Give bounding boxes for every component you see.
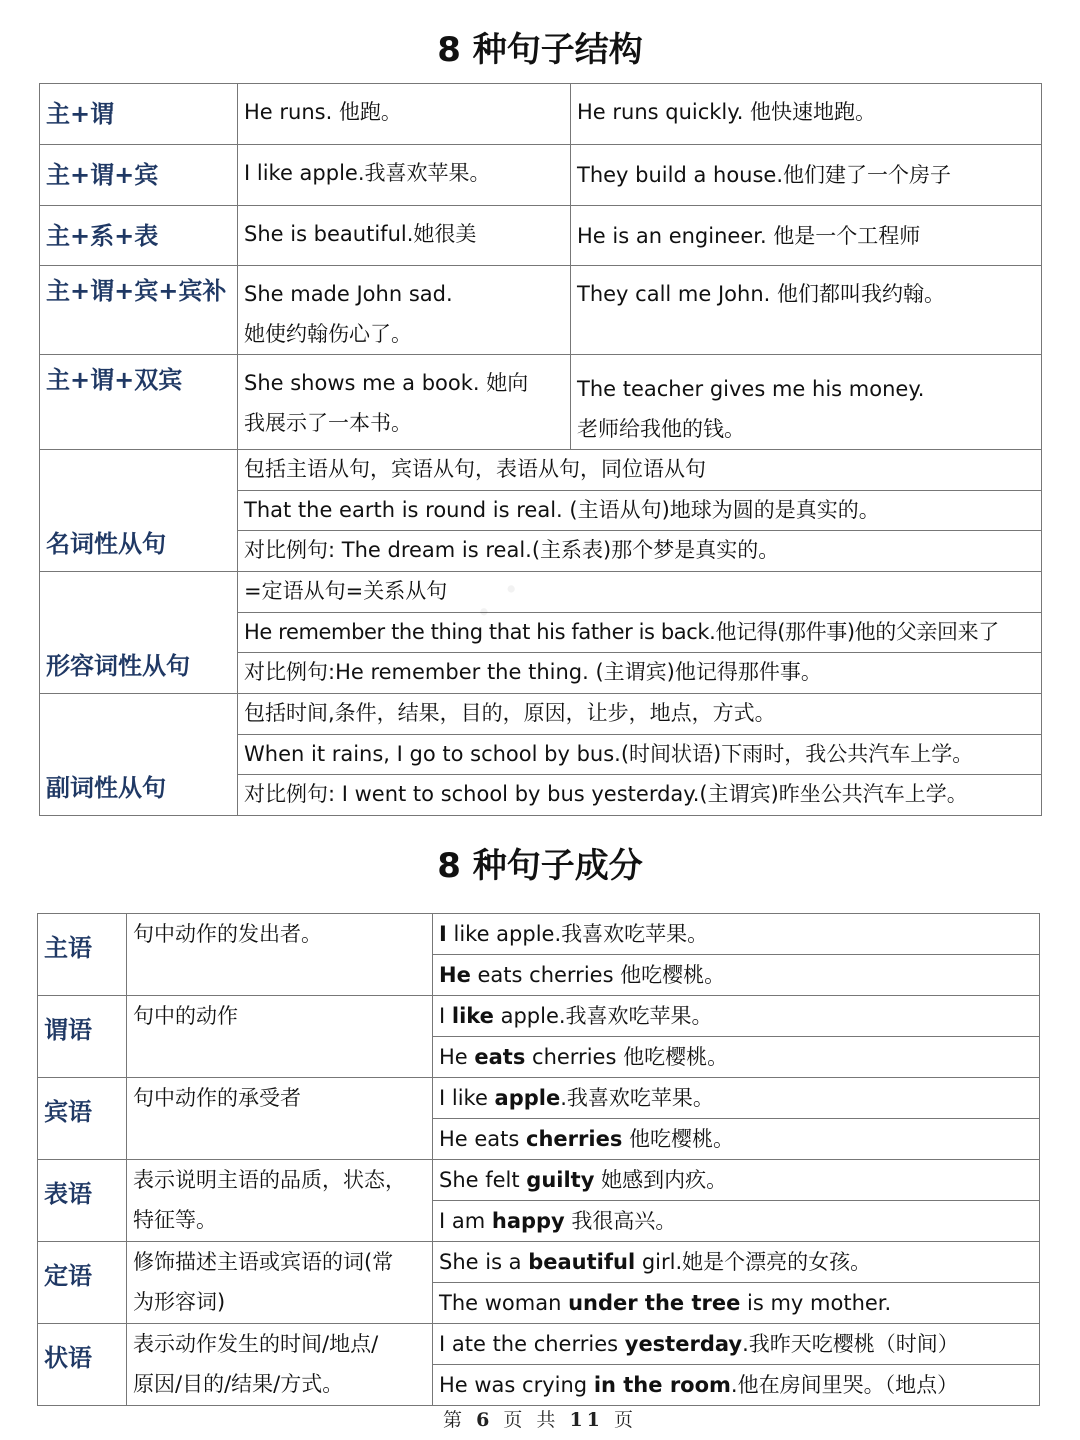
table-row [40,84,1042,145]
component-label: 谓语 [38,996,127,1078]
structure-label: 主+系+表 [40,206,238,266]
description-line: 原因/目的/结果/方式。 [133,1372,344,1396]
example-text: eats cherries 他吃樱桃。 [470,963,726,987]
description-line: 句中的动作 [133,1004,238,1028]
example-text: He was crying [439,1373,594,1397]
example-text: 他吃樱桃。 [622,1127,735,1151]
description-line: 为形容词) [133,1290,226,1314]
component-label: 定语 [38,1242,127,1324]
component-description [127,1078,433,1160]
clause-line: =定语从句=关系从句 [238,572,1042,613]
table-row [40,145,1042,206]
highlighted-word: He [439,963,471,987]
example-sentence [433,1119,1040,1160]
example-text: I ate the cherries [439,1332,625,1356]
table-row [38,914,1040,955]
example-sentence [433,1160,1040,1201]
example-sentence [433,1242,1040,1283]
structure-label: 主+谓+宾 [40,145,238,206]
watermark: · · · [429,558,540,667]
table-row [40,355,1042,450]
sentence-components-table [37,913,1040,1406]
component-label: 主语 [38,914,127,996]
highlighted-word: happy [491,1209,565,1233]
component-label: 状语 [38,1324,127,1406]
table-row [38,1242,1040,1283]
example-text: He [439,1045,475,1069]
example-cell [238,355,571,450]
structure-label: 主+谓+双宾 [40,355,238,450]
highlighted-word: apple [494,1086,561,1110]
clause-line: 对比例句:He remember the thing. (主谓宾)他记得那件事。 [238,653,1042,694]
example-text: apple.我喜欢吃苹果。 [493,1004,713,1028]
highlighted-word: I [439,922,447,946]
table-row [40,694,1042,735]
highlighted-word: beautiful [528,1250,636,1274]
example-line: 我展示了一本书。 [244,411,412,435]
example-text: girl.她是个漂亮的女孩。 [635,1250,872,1274]
highlighted-word: in the room [593,1373,731,1397]
example-line: 她使约翰伤心了。 [244,322,412,346]
example-text: He eats [439,1127,527,1151]
clause-line: When it rains, I go to school by bus.(时间状语)下雨时，我公共汽车上学。 [238,735,1042,775]
example-sentence [433,1365,1040,1406]
example-sentence [433,1201,1040,1242]
example-text: 我很高兴。 [564,1209,677,1233]
clause-label: 名词性从句 [40,450,238,572]
highlighted-word: under the tree [568,1291,741,1315]
example-sentence [433,996,1040,1037]
example-text: She is a [439,1250,529,1274]
table-row [40,206,1042,266]
example-text: 她感到内疚。 [594,1168,728,1192]
clause-line: 包括时间,条件，结果，目的，原因，让步，地点，方式。 [238,694,1042,735]
component-label: 表语 [38,1160,127,1242]
example-cell: They build a house.他们建了一个房子 [571,145,1042,206]
highlighted-word: cherries [526,1127,623,1151]
table-row [38,996,1040,1037]
example-sentence [433,1324,1040,1365]
table-row [38,1078,1040,1119]
example-line: She made John sad. [244,282,453,306]
example-text: .我喜欢吃苹果。 [560,1086,714,1110]
example-text: The woman [439,1291,569,1315]
example-cell: I like apple.我喜欢苹果。 [238,145,571,206]
structure-label: 主+谓 [40,84,238,145]
component-description [127,996,433,1078]
example-cell: He runs. 他跑。 [238,84,571,145]
structures-title: 8 种句子结构 [437,30,643,70]
example-cell: He is an engineer. 他是一个工程师 [571,206,1042,266]
example-text: I like [439,1086,495,1110]
example-cell [238,266,571,355]
example-text: .他在房间里哭。（地点） [730,1373,959,1397]
example-sentence [433,955,1040,996]
example-cell: She is beautiful.她很美 [238,206,571,266]
example-text: cherries 他吃樱桃。 [525,1045,729,1069]
clause-label: 副词性从句 [40,694,238,816]
example-text: I am [439,1209,492,1233]
description-line: 特征等。 [133,1208,217,1232]
clause-line: 对比例句: The dream is real.(主系表)那个梦是真实的。 [238,531,1042,572]
clause-line: 包括主语从句，宾语从句，表语从句，同位语从句 [238,450,1042,491]
example-sentence [433,914,1040,955]
example-line: 老师给我他的钱。 [577,417,745,441]
example-cell [571,355,1042,450]
table-row [40,450,1042,491]
example-sentence [433,1037,1040,1078]
example-cell: He runs quickly. 他快速地跑。 [571,84,1042,145]
table-row [40,266,1042,355]
description-line: 修饰描述主语或宾语的词(常 [133,1250,394,1274]
example-text: She felt [439,1168,527,1192]
component-label: 宾语 [38,1078,127,1160]
example-text: I [439,1004,452,1028]
component-description [127,914,433,996]
description-line: 句中动作的发出者。 [133,922,322,946]
component-description [127,1160,433,1242]
clause-line: He remember the thing that his father is back.他记得(那件事)他的父亲回来了 [238,613,1042,653]
example-line: She shows me a book. 她向 [244,371,529,395]
components-title: 8 种句子成分 [437,846,643,886]
example-text: .我昨天吃樱桃（时间） [742,1332,959,1356]
description-line: 表示说明主语的品质，状态， [133,1168,406,1192]
component-description [127,1324,433,1406]
table-row [38,1324,1040,1365]
highlighted-word: like [451,1004,494,1028]
clause-line: That the earth is round is real. (主语从句)地球为圆的是真实的。 [238,491,1042,531]
example-sentence [433,1283,1040,1324]
clause-line: 对比例句: I went to school by bus yesterday.(主谓宾)昨坐公共汽车上学。 [238,775,1042,816]
highlighted-word: yesterday [624,1332,743,1356]
clause-label: 形容词性从句 [40,572,238,694]
highlighted-word: eats [474,1045,526,1069]
example-line: The teacher gives me his money. [577,377,925,401]
structure-label: 主+谓+宾+宾补 [40,266,238,355]
example-text: like apple.我喜欢吃苹果。 [446,922,709,946]
component-description [127,1242,433,1324]
sentence-structure-table [39,83,1042,816]
description-line: 句中动作的承受者 [133,1086,301,1110]
highlighted-word: guilty [526,1168,595,1192]
example-sentence [433,1078,1040,1119]
table-row [40,572,1042,613]
example-text: is my mother. [740,1291,892,1315]
example-cell: They call me John. 他们都叫我约翰。 [571,266,1042,355]
table-row [38,1160,1040,1201]
page-footer: 第 6 页 共 11 页 [443,1409,637,1431]
description-line: 表示动作发生的时间/地点/ [133,1332,379,1356]
